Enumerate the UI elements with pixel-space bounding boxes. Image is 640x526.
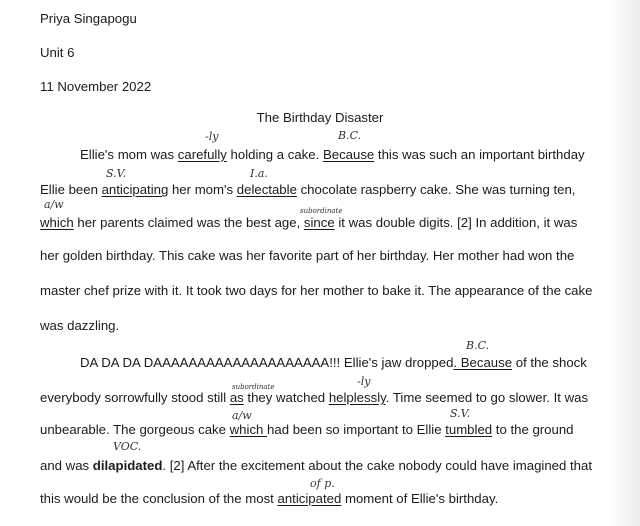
unit-label: Unit 6 (40, 45, 75, 60)
annotation-ofp-anticipated: of p. (310, 477, 335, 490)
annotation-voc-dilapidated: VOC. (113, 440, 142, 453)
paragraph-2-line-4: and was dilapidated. [2] After the excitement about the cake nobody could have imagined that (40, 458, 593, 473)
paragraph-2-line-2: everybody sorrowfully stood still as they watched helplessly. Time seemed to go slower. It was (40, 390, 589, 405)
annotation-ly-carefully: -ly (205, 130, 219, 143)
paragraph-2-line-1: DA DA DA DAAAAAAAAAAAAAAAAAAAA!!! Ellie's jaw dropped. Because of the shock (80, 355, 587, 370)
paragraph-1-line-1: Ellie's mom was carefully holding a cake. Because this was such an important birthday (80, 147, 585, 162)
annotation-ly-helplessly: -ly (357, 375, 371, 388)
date-line: 11 November 2022 (40, 79, 152, 94)
paragraph-1-line-2: Ellie been anticipating her mom's delectable chocolate raspberry cake. She was turning ten, (40, 182, 576, 197)
annotation-sv-anticipating: S.V. (106, 167, 127, 180)
annotation-aw-which: a/w (44, 198, 64, 211)
annotation-aw-which-2: a/w (232, 409, 252, 422)
essay-title: The Birthday Disaster (256, 110, 384, 125)
annotation-subordinate-as: subordinate (232, 383, 275, 391)
paragraph-1-line-5: master chef prize with it. It took two days for her mother to bake it. The appearance of the cake (40, 283, 593, 298)
paragraph-1-line-3: which her parents claimed was the best age, since it was double digits. [2] In addition, it was (40, 215, 578, 230)
author-name: Priya Singapogu (40, 11, 137, 26)
paragraph-2-line-5: this would be the conclusion of the most anticipated moment of Ellie's birthday. (40, 491, 499, 506)
paragraph-1-line-6: was dazzling. (40, 318, 120, 333)
page-edge-shadow (610, 0, 640, 526)
paragraph-1-line-4: her golden birthday. This cake was her favorite part of her birthday. Her mother had won the (40, 248, 575, 263)
annotation-bc-because-2: B.C. (466, 339, 490, 352)
annotation-sv-tumbled: S.V. (450, 407, 471, 420)
annotation-bc-because: B.C. (338, 129, 362, 142)
annotation-subordinate-since: subordinate (300, 207, 343, 215)
paragraph-2-line-3: unbearable. The gorgeous cake which had been so important to Ellie tumbled to the ground (40, 422, 574, 437)
annotation-ia-delectable: I.a. (250, 167, 268, 180)
